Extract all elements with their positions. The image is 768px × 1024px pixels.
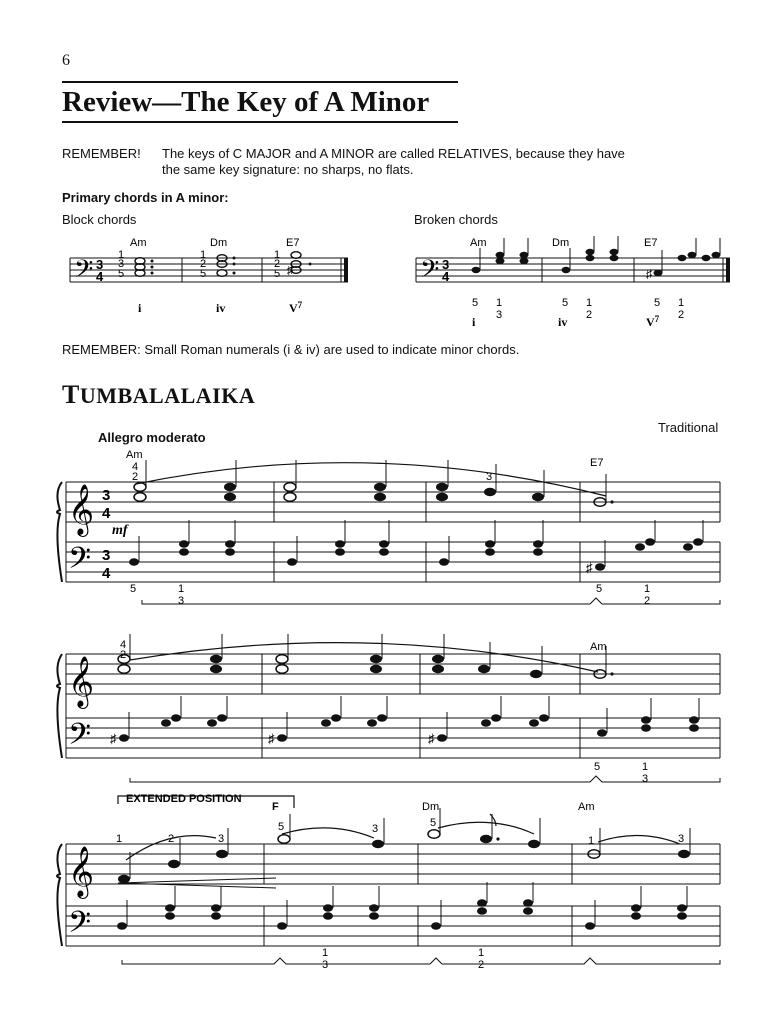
svg-text:3: 3: [642, 773, 649, 785]
svg-text:1: 1: [274, 249, 281, 261]
svg-text:1: 1: [478, 947, 485, 959]
svg-text:5: 5: [274, 268, 281, 280]
svg-text:5: 5: [594, 761, 601, 773]
svg-text:5: 5: [562, 297, 569, 309]
svg-text:5: 5: [472, 297, 479, 309]
music-system-1: [50, 440, 730, 610]
svg-text:1: 1: [116, 833, 123, 845]
svg-text:♯: ♯: [268, 731, 275, 746]
music-system-3: [50, 784, 730, 984]
svg-text:♯: ♯: [586, 560, 593, 575]
page-title: Review—The Key of A Minor: [62, 86, 430, 118]
svg-text:♯: ♯: [287, 262, 294, 277]
svg-text:4: 4: [102, 505, 111, 522]
svg-text:3: 3: [102, 547, 111, 564]
svg-text:2: 2: [132, 471, 139, 483]
svg-text:3: 3: [496, 309, 503, 321]
primary-chords-heading: Primary chords in A minor:: [62, 190, 229, 205]
chord-e7-label: E7: [590, 457, 604, 469]
svg-text:1: 1: [178, 583, 185, 595]
svg-text:5: 5: [596, 583, 603, 595]
svg-text:2: 2: [678, 309, 685, 321]
svg-text:5: 5: [130, 583, 137, 595]
svg-text:5: 5: [430, 817, 437, 829]
svg-text:1: 1: [496, 297, 503, 309]
svg-text:3: 3: [96, 257, 104, 272]
remember-line-1: The keys of C MAJOR and A MINOR are called RELATIVES, because they have: [162, 146, 625, 161]
block-chord-e7-label: E7: [286, 237, 300, 249]
svg-text:4: 4: [442, 269, 450, 284]
svg-text:3: 3: [178, 595, 185, 607]
svg-text:3: 3: [372, 823, 379, 835]
remember-minor-note: REMEMBER: Small Roman numerals (i & iv) are used to indicate minor chords.: [62, 342, 520, 357]
svg-text:5: 5: [654, 297, 661, 309]
svg-text:2: 2: [644, 595, 651, 607]
svg-text:2: 2: [120, 649, 127, 661]
svg-text:5: 5: [278, 821, 285, 833]
tempo-marking: Allegro moderato: [98, 430, 206, 445]
svg-text:3: 3: [678, 833, 685, 845]
svg-text:V7: $V^7$: [289, 300, 303, 315]
svg-text:4: 4: [120, 639, 127, 651]
block-chord-am-label: Am: [130, 237, 147, 249]
dynamic-mf: mf: [112, 523, 128, 538]
song-title: TUMBALALAIKA: [62, 380, 256, 409]
chord-am-label: Am: [578, 801, 595, 813]
bass-clef-icon: 𝄢: [68, 542, 92, 582]
svg-text:1: 1: [642, 761, 649, 773]
svg-text:V7: $V^7$: [646, 314, 660, 329]
broken-chord-am-label: Am: [470, 237, 487, 249]
svg-text:iv: iv: [558, 315, 568, 329]
svg-text:3: 3: [486, 471, 493, 483]
svg-text:3: 3: [442, 257, 450, 272]
chord-f-label: F: [272, 801, 279, 813]
svg-text:1: 1: [588, 835, 595, 847]
brace-icon: [57, 482, 62, 582]
svg-text:♯: ♯: [646, 267, 652, 281]
block-chords-label: Block chords: [62, 212, 137, 227]
svg-text:2: 2: [168, 833, 175, 845]
svg-text:♯: ♯: [110, 731, 117, 746]
broken-chord-e7-label: E7: [644, 237, 658, 249]
svg-text:2: 2: [200, 258, 207, 270]
chord-dm-label: Dm: [422, 801, 440, 813]
svg-text:iv: iv: [216, 301, 226, 315]
block-chord-dm-label: Dm: [210, 237, 228, 249]
remember-line-2: the same key signature: no sharps, no flats.: [162, 162, 414, 177]
extended-position-label: EXTENDED POSITION: [126, 793, 242, 805]
svg-text:i: i: [472, 315, 476, 329]
music-system-2: [50, 632, 730, 792]
remember-label: REMEMBER!: [62, 146, 141, 161]
svg-text:4: 4: [102, 565, 111, 582]
svg-text:1: 1: [644, 583, 651, 595]
svg-text:3: 3: [322, 959, 329, 971]
svg-text:1: 1: [200, 249, 207, 261]
chord-am-label: Am: [126, 449, 143, 461]
treble-clef-icon: 𝄞: [68, 485, 95, 534]
svg-text:3: 3: [218, 833, 225, 845]
svg-text:5: 5: [118, 268, 125, 280]
svg-text:𝄞: 𝄞: [68, 847, 95, 896]
composer: Traditional: [658, 420, 719, 435]
title-bottom-rule: [62, 121, 458, 123]
svg-text:1: 1: [586, 297, 593, 309]
block-chords-staff: [60, 230, 360, 320]
svg-text:𝄢: 𝄢: [420, 256, 440, 289]
svg-text:1: 1: [322, 947, 329, 959]
svg-text:♯: ♯: [428, 731, 435, 746]
svg-text:4: 4: [96, 269, 104, 284]
svg-text:i: i: [138, 301, 142, 315]
svg-text:1: 1: [678, 297, 685, 309]
svg-text:2: 2: [586, 309, 593, 321]
title-top-rule: [62, 81, 458, 83]
svg-text:3: 3: [102, 487, 111, 504]
chord-am-label: Am: [590, 641, 607, 653]
broken-chords-label: Broken chords: [414, 212, 498, 227]
svg-text:5: 5: [200, 268, 207, 280]
svg-text:4: 4: [132, 461, 139, 473]
phrase-slur: [136, 463, 606, 496]
bass-clef-icon: 𝄢: [74, 256, 94, 289]
svg-text:𝄞: 𝄞: [68, 657, 95, 706]
svg-text:2: 2: [478, 959, 485, 971]
page-number: 6: [62, 52, 70, 69]
broken-chord-dm-label: Dm: [552, 237, 570, 249]
svg-text:3: 3: [118, 258, 125, 270]
svg-text:𝄢: 𝄢: [68, 718, 92, 758]
svg-text:𝄢: 𝄢: [68, 906, 92, 946]
broken-chords-staff: [412, 230, 738, 330]
svg-text:1: 1: [118, 249, 125, 261]
svg-text:2: 2: [274, 258, 281, 270]
